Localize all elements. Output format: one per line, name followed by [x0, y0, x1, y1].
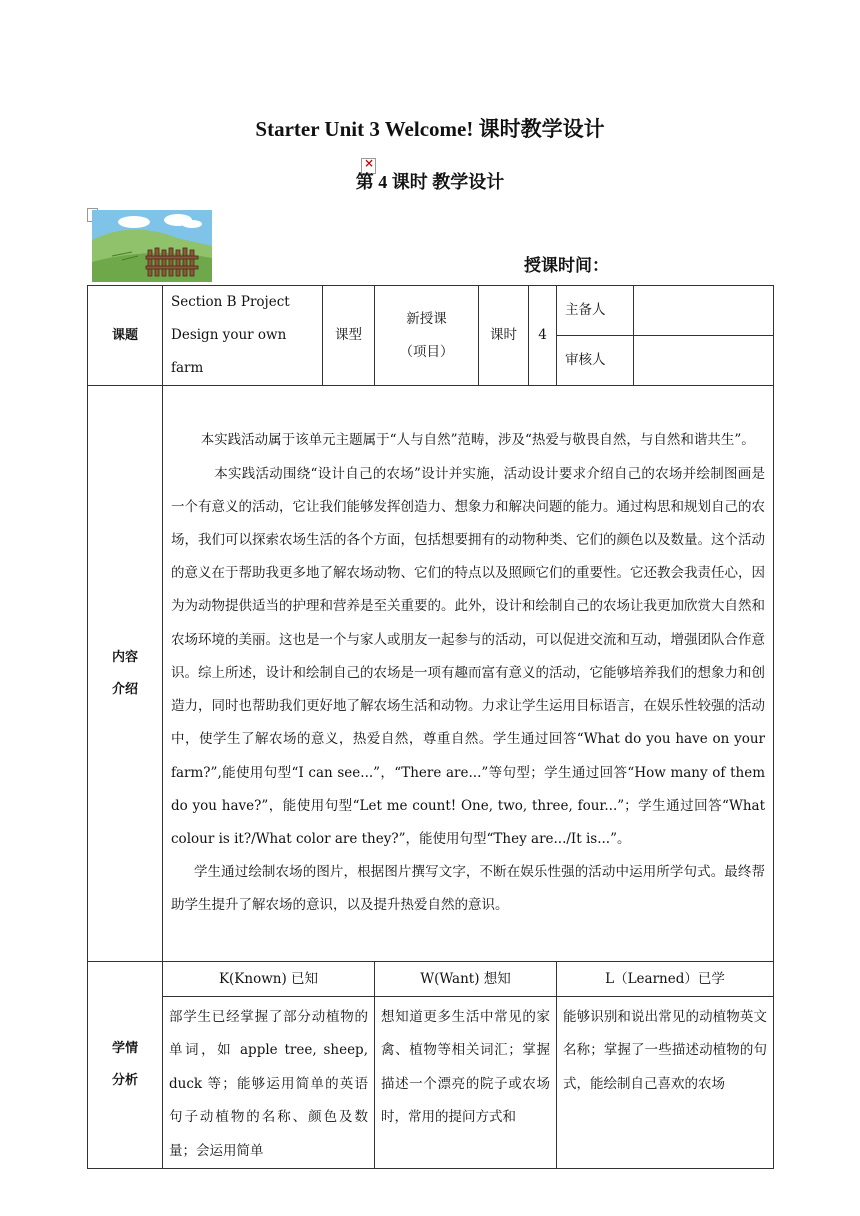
farm-illustration — [92, 210, 212, 282]
topic-line-2: Design your own farm — [171, 327, 287, 376]
reviewer-value — [634, 336, 774, 386]
preparer-label: 主备人 — [557, 286, 634, 336]
lesson-plan-table — [87, 285, 774, 1169]
topic-value — [163, 286, 323, 386]
analysis-label-line-1: 学情 — [111, 1041, 138, 1057]
type-label: 课型 — [323, 286, 375, 386]
intro-paragraph-2: 本实践活动围绕“设计自己的农场”设计并实施，活动设计要求介绍自己的农场并绘制图画是一个有意义的活动，它让我们能够发挥创造力、想象力和解决问题的能力。通过构思和规划自己的农场，我们可以探索农场生活的各个方面，包括想要拥有的动物种类、它们的颜色以及数量。这个活动的意义在于帮助我更多地了解农场动物、它们的特点以及照顾它们的重要性。它还教会我责任心，因为为动物提供适当的护理和营养是至关重要的。此外，设计和绘制自己的农场让我更加欣赏大自然和农场环境的美丽。这也是一个与家人或朋友一起参与的活动，可以促进交流和互动，增强团队合作意识。综上所述，设计和绘制自己的农场是一项有趣而富有意义的活动，它能够培养我们的想象力和创造力，同时也帮助我们更好地了解农场生活和动物。力求让学生运用目标语言，在娱乐性较强的活动中，使学生了解农场的意义，热爱自然，尊重自然。学生通过回答“What do you have on your farm?”,能使用句型“I can see...”，“There are...”等句型；学生通过回答“How many of them do you have?”，能使用句型“Let me count! One, two, three, four...”；学生通过回答“What colour is it?/What color are they?”，能使用句型“They are.../It is...”。 — [171, 465, 765, 847]
intro-content — [163, 386, 774, 962]
document-subtitle: 第 4 课时 教学设计 — [355, 172, 505, 192]
intro-label-line-2: 介绍 — [111, 681, 138, 697]
known-content: 部学生已经掌握了部分动植物的单词，如 apple tree, sheep, duck 等；能够运用简单的英语句子动植物的名称、颜色及数量；会运用简单 — [163, 997, 375, 1169]
type-value — [375, 286, 479, 386]
want-header: W(Want) 想知 — [375, 962, 557, 997]
want-content: 想知道更多生活中常见的家禽、植物等相关词汇；掌握描述一个漂亮的院子或农场时，常用的提问方式和 — [375, 997, 557, 1169]
document-title: Starter Unit 3 Welcome! 课时教学设计 — [255, 117, 605, 141]
known-header: K(Known) 已知 — [163, 962, 375, 997]
intro-label-line-1: 内容 — [111, 649, 138, 665]
intro-paragraph-1: 本实践活动属于该单元主题属于“人与自然”范畴，涉及“热爱与敬畏自然，与自然和谐共生”。 — [200, 432, 755, 449]
intro-paragraph-3: 学生通过绘制农场的图片，根据图片撰写文字，不断在娱乐性强的活动中运用所学句式。最终帮助学生提升了解农场的意识，以及提升热爱自然的意识。 — [171, 864, 765, 914]
analysis-label-line-2: 分析 — [111, 1073, 138, 1089]
reviewer-label: 审核人 — [557, 336, 634, 386]
type-line-2: （项目） — [399, 343, 454, 360]
analysis-label — [88, 962, 163, 1169]
period-value: 4 — [529, 286, 557, 386]
preparer-value — [634, 286, 774, 336]
learned-content: 能够识别和说出常见的动植物英文名称；掌握了一些描述动植物的句式，能绘制自己喜欢的农场 — [557, 997, 774, 1169]
lesson-time-label: 授课时间： — [524, 256, 609, 275]
learned-header: L（Learned）已学 — [557, 962, 774, 997]
type-line-1: 新授课 — [406, 310, 447, 327]
topic-line-1: Section B Project — [171, 294, 290, 310]
period-label: 课时 — [479, 286, 529, 386]
topic-label: 课题 — [88, 286, 163, 386]
intro-label — [88, 386, 163, 962]
